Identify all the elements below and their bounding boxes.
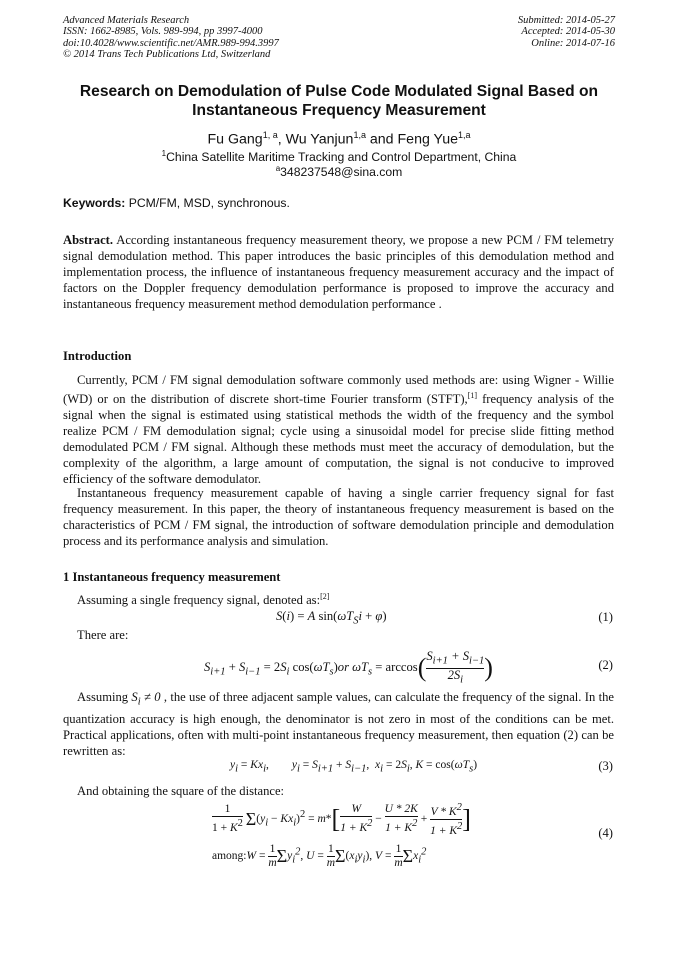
- square-line: And obtaining the square of the distance:: [77, 784, 285, 798]
- equation-2: $S_{i+1} + S_{i-1} = 2S_i$ $\cos(\omega T_s)or$ $\omega T_s = \arccos$( $\frac{S_{i+1} + S_{i-1}}{2S_i}$ ): [204, 649, 493, 686]
- copyright-line: © 2014 Trans Tech Publications Ltd, Switzerland: [63, 49, 271, 61]
- keywords: [63, 196, 290, 210]
- abstract: [63, 232, 614, 312]
- assume-line: [77, 592, 329, 608]
- paper-title: Research on Demodulation of Pulse Code Modulated Signal Based on Instantaneous Frequency Measurement: [79, 83, 599, 119]
- intro-text: frequency analysis of the signal when the signal is estimated using statistical methods the width of the frequency and the symbol realize PCM / FM demodulation signal; cycle using a sinusoidal model for precise slide fitting method demodulated PCM / FM signal. Although these methods must meet the accuracy of demodulation, but the complexity of the algorithm, a large amount of computation, the signal is not conducive to improved efficiency of the software demodulator.: [63, 392, 615, 487]
- equation-1: S(i) = A $\sin(\omega T_Si + \varphi)$: [276, 609, 387, 627]
- equation-4-definitions: among:W = $\frac{1}{m}$ $\Sigma y_i^2$, U = $\frac{1}{m}$ $\Sigma(x_iy_i)$, V = $\frac{1}{m}$ $\Sigma x_i^2$: [212, 843, 427, 869]
- author-line: [0, 127, 678, 148]
- equation-number: (2): [598, 658, 613, 672]
- author-sup: 1,a: [458, 130, 471, 140]
- keywords-label: Keywords:: [63, 196, 126, 210]
- citation-ref: [2]: [320, 592, 330, 601]
- intro-paragraph-2: Instantaneous frequency measurement capable of having a single carrier frequency signal for fast frequency measurement. In this paper, the theory of instantaneous frequency measurement is based on the characteristics of PCM / FM signal, the introduction of software demodulation principle and demodulation process and its performance analysis and simulation.: [63, 486, 614, 549]
- body-text: , the use of three adjacent sample values, can calculate the frequency of the signal. In the quantization accuracy is high enough, the denominator is not zero in most of the conditions can be met. Practical applications, often with multi-point instantaneous frequency measurement, then equation (2) can be rewritten as:: [63, 690, 614, 758]
- inline-math: $S_i \ne 0$: [131, 690, 161, 708]
- equation-number: (1): [598, 610, 613, 624]
- author-email: [0, 162, 678, 179]
- issn-line: ISSN: 1662-8985, Vols. 989-994, pp 3997-4000: [63, 26, 263, 38]
- section-heading-introduction: Introduction: [63, 349, 132, 363]
- there-are-line: There are:: [77, 628, 129, 642]
- keywords-text: PCM/FM, MSD, synchronous.: [125, 196, 290, 210]
- body-text: Assuming: [77, 690, 132, 704]
- equation-4: $\frac{1}{1 + K^2}$ $\Sigma(y_i - Kx_i)^2 = m*$[ $\frac{W}{1 + K^2}$ − $\frac{U * 2K}{1 + K^2}$ + $\frac{V * K^2}{1 + K^2}$ ]: [212, 802, 471, 837]
- equation-number: (4): [598, 826, 613, 840]
- author-name: , Wu Yanjun: [277, 131, 354, 148]
- journal-name: Advanced Materials Research: [63, 15, 190, 26]
- equation-number: (3): [598, 759, 613, 773]
- email-sup: a: [275, 164, 281, 173]
- online-date: Online: 2014-07-16: [531, 37, 615, 49]
- journal-info: [63, 15, 279, 61]
- abstract-label: Abstract.: [63, 233, 114, 247]
- doi-line: doi:10.4028/www.scientific.net/AMR.989-994.3997: [63, 37, 279, 49]
- author-name: Fu Gang: [207, 131, 263, 148]
- body-paragraph: [63, 689, 614, 759]
- intro-paragraph-1: [63, 372, 614, 488]
- equation-3: $y_i = Kx_i$, $y_i = S_{i+1} + S_{i-1}$, $x_i = 2S_i$, $K = \cos(\omega T_s)$: [230, 759, 478, 775]
- author-name: and Feng Yue: [365, 131, 458, 148]
- accepted-date: Accepted: 2014-05-30: [521, 26, 615, 38]
- intro-text: Currently, PCM / FM signal demodulation software commonly used methods are: using Wigner - Willie (WD) or on the distribution of discrete short-time Fourier transform (STFT),: [63, 373, 614, 407]
- affiliation-sup: 1: [161, 149, 167, 158]
- email-text: 348237548@sina.com: [280, 165, 403, 180]
- among-label: among:: [212, 850, 247, 863]
- submitted-date: Submitted: 2014-05-27: [517, 15, 615, 26]
- author-sup: 1,a: [353, 130, 366, 140]
- affiliation-text: China Satellite Maritime Tracking and Control Department, China: [166, 150, 517, 165]
- section-heading-1: 1 Instantaneous frequency measurement: [63, 570, 281, 584]
- citation-ref: [1]: [467, 391, 478, 401]
- author-sup: 1, a: [262, 130, 278, 140]
- assume-text: Assuming a single frequency signal, denoted as:: [77, 593, 321, 608]
- dates-info: [518, 15, 615, 49]
- abstract-text: According instantaneous frequency measurement theory, we propose a new PCM / FM telemetry signal demodulation method. This paper introduces the basic principles of this demodulation method and implementation process, the influence of instantaneous frequency measurement accuracy and the impact of factors on the Doppler frequency demodulation performance is proposed to improve the accuracy and instantaneous frequency measurement method demodulation performance .: [63, 233, 614, 312]
